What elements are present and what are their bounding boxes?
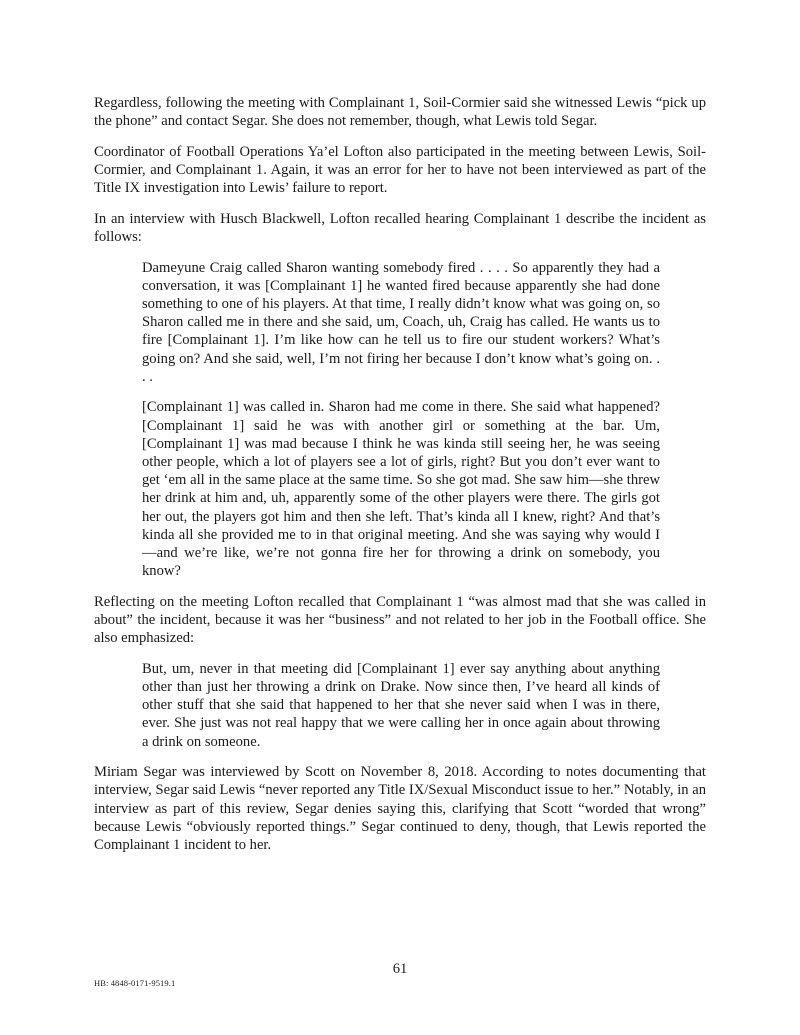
paragraph: Regardless, following the meeting with Complainant 1, Soil-Cormier said she witnessed Lewis “pick up the phone” and contact Segar. She does not remember, though, what Lewis told Segar. <box>94 95 706 130</box>
paragraph: In an interview with Husch Blackwell, Lofton recalled hearing Complainant 1 describe the incident as follows: <box>94 210 706 245</box>
paragraph: Reflecting on the meeting Lofton recalled that Complainant 1 “was almost mad that she was called in about” the incident, because it was her “business” and not related to her job in the Football office. She also emphasized: <box>94 593 706 647</box>
document-body <box>94 94 706 867</box>
block-quote: But, um, never in that meeting did [Complainant 1] ever say anything about anything other than just her throwing a drink on Drake. Now since then, I’ve heard all kinds of other stuff that she said that happened to her that she never said when I was in there, ever. She just was not real happy that we were calling her in once again about throwing a drink on someone. <box>142 660 660 750</box>
page-number: 61 <box>392 961 408 977</box>
document-id: HB: 4848-0171-9519.1 <box>94 978 176 988</box>
paragraph: Miriam Segar was interviewed by Scott on November 8, 2018. According to notes documenting that interview, Segar said Lewis “never reported any Title IX/Sexual Misconduct issue to her.” Notably, in an interview as part of this review, Segar denies saying this, clarifying that Scott “worded that wrong” because Lewis “obviously reported things.” Segar continued to deny, though, that Lewis reported the Complainant 1 incident to her. <box>94 764 706 854</box>
block-quote: [Complainant 1] was called in. Sharon had me come in there. She said what happened? [Complainant 1] said he was with another girl or something at the bar. Um, [Complainant 1] was mad because I think he was kinda still seeing her, he was seeing other people, which a lot of players see a lot of girls, right? But you don’t ever want to get ‘em all in the same place at the same time. So she got mad. She saw him—she threw her drink at him and, uh, apparently some of the other players were there. The girls got her out, the players got him and then she left. That’s kinda all I knew, right? And that’s kinda all she provided me to in that original meeting. And she was saying why would I—and we’re like, we’re not gonna fire her for throwing a drink on somebody, you know? <box>142 399 660 580</box>
paragraph: Coordinator of Football Operations Ya’el Lofton also participated in the meeting between Lewis, Soil-Cormier, and Complainant 1. Again, it was an error for her to have not been interviewed as part of the Title IX investigation into Lewis’ failure to report. <box>94 143 706 197</box>
block-quote: Dameyune Craig called Sharon wanting somebody fired . . . . So apparently they had a conversation, it was [Complainant 1] he wanted fired because apparently she had done something to one of his players. At that time, I really didn’t know what was going on, so Sharon called me in there and she said, um, Coach, uh, Craig has called. He wants us to fire [Complainant 1]. I’m like how can he tell us to fire our student workers? What’s going on? And she said, well, I’m not firing her because I don’t know what’s going on. . . . <box>142 259 660 385</box>
